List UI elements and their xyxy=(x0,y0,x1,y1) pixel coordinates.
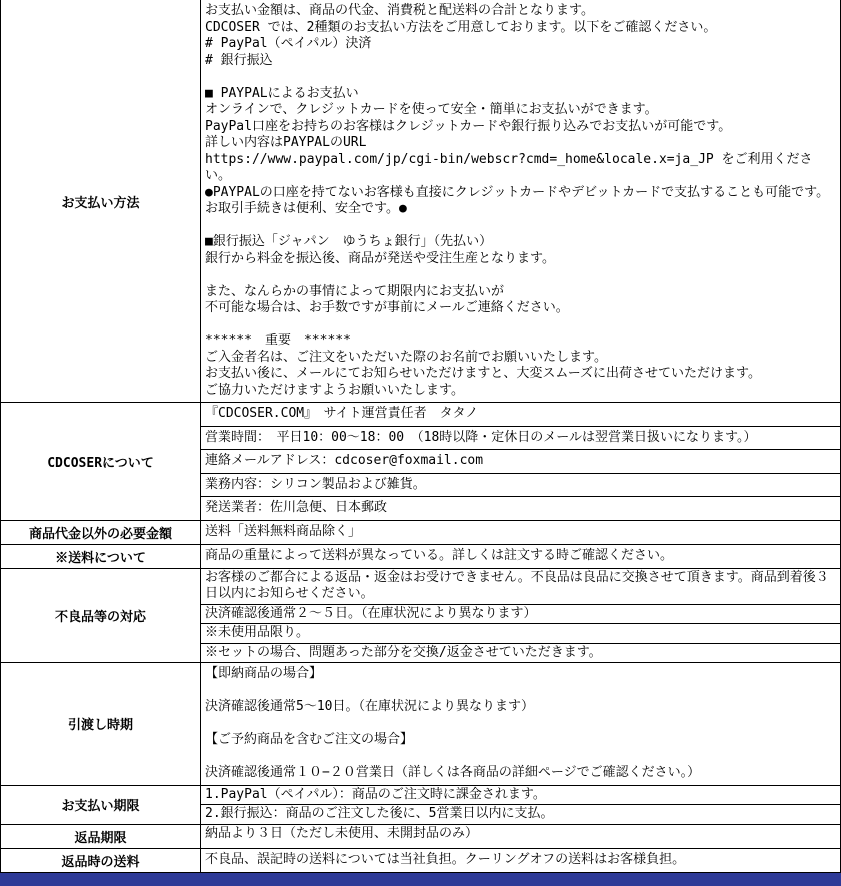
content-block xyxy=(201,403,840,426)
text-line: 決済確認後通常２〜５日。（在庫状況により異なります） xyxy=(205,605,537,621)
text-line: お客様のご都合による返品・返金はお受けできません。不良品は良品に交換させて頂きます。商品到着後３日以内にお知らせください。 xyxy=(205,569,829,601)
row-label: 引渡し時期 xyxy=(1,663,201,785)
table-row xyxy=(1,544,840,568)
content-block xyxy=(201,426,840,450)
text-line: 2.銀行振込：商品のご注文した後に、5営業日以内に支払。 xyxy=(205,806,554,821)
content-block xyxy=(201,521,840,544)
text-line: 1.PayPal（ペイパル）：商品のご注文時に課金されます。 xyxy=(205,786,546,802)
row-label: 不良品等の対応 xyxy=(1,569,201,663)
row-content xyxy=(201,663,840,785)
table-row xyxy=(1,785,840,824)
row-content xyxy=(201,569,840,663)
text-line: お支払い金額は、商品の代金、消費税と配送料の合計となります。 xyxy=(205,3,594,18)
text-line: ご協力いただけますようお願いいたします。 xyxy=(205,382,464,398)
row-content xyxy=(201,849,840,872)
content-block xyxy=(201,623,840,643)
text-line: また、なんらかの事情によって期限内にお支払いが xyxy=(205,283,505,299)
text-line: 納品より３日（ただし未使用、未開封品のみ） xyxy=(205,825,479,841)
content-block xyxy=(201,449,840,473)
table-row xyxy=(1,402,840,520)
text-line: 送料「送料無料商品除く」 xyxy=(205,523,362,539)
text-line: ●PAYPALの口座を持てないお客様も直接にクレジットカードやデビットカードで支払することも可能です。 xyxy=(205,184,830,200)
content-block xyxy=(201,545,840,568)
text-line: 商品の重量によって送料が異なっている。詳しくは註文する時ご確認ください。 xyxy=(205,547,674,563)
text-line: お取引手続きは便利、安全です。● xyxy=(205,201,407,216)
row-label: お支払い期限 xyxy=(1,786,201,824)
content-block xyxy=(201,804,840,824)
row-content xyxy=(201,825,840,848)
text-line: 詳しい内容はPAYPALのURL xyxy=(205,135,367,150)
text-line: https://www.paypal.com/jp/cgi-bin/webscr?cmd=_home&locale.x=ja_JP をご利用ください。 xyxy=(205,151,813,183)
table-row xyxy=(1,520,840,544)
row-label: ※送料について xyxy=(1,545,201,568)
text-line xyxy=(205,69,836,86)
text-line: ■銀行振込「ジャパン ゆうちょ銀行」（先払い） xyxy=(205,234,493,249)
text-line xyxy=(205,716,836,733)
text-line: 決済確認後通常１０−２０営業日（詳しくは各商品の詳細ページでご確認ください。） xyxy=(205,765,701,780)
table-row xyxy=(1,0,840,402)
row-content xyxy=(201,521,840,544)
text-line: ※未使用品限り。 xyxy=(205,625,310,640)
row-content xyxy=(201,786,840,824)
content-block xyxy=(201,786,840,805)
table-row xyxy=(1,824,840,848)
text-line: 『CDCOSER.COM』 サイト運営責任者 タタノ xyxy=(205,406,479,421)
text-line: # 銀行振込 xyxy=(205,52,273,68)
content-block xyxy=(201,643,840,663)
text-line: 【ご予約商品を含むご注文の場合】 xyxy=(205,732,414,747)
row-label: 商品代金以外の必要金額 xyxy=(1,521,201,544)
footer-bar xyxy=(0,873,841,886)
content-block xyxy=(201,473,840,497)
row-content xyxy=(201,545,840,568)
content-block xyxy=(201,0,840,402)
text-line: ****** 重要 ****** xyxy=(205,333,351,348)
text-line: # PayPal（ペイパル）決済 xyxy=(205,36,372,51)
text-line: CDCOSER では、2種類のお支払い方法をご用意しております。以下をご確認ください。 xyxy=(205,19,717,35)
text-line xyxy=(205,317,836,334)
row-label: 返品時の送料 xyxy=(1,849,201,872)
content-block xyxy=(201,604,840,624)
table-row xyxy=(1,662,840,785)
content-block xyxy=(201,496,840,520)
text-line: 不可能な場合は、お手数ですが事前にメールご連絡ください。 xyxy=(205,300,569,315)
row-content xyxy=(201,403,840,520)
content-block xyxy=(201,663,840,785)
text-line: 決済確認後通常5〜10日。（在庫状況により異なります） xyxy=(205,699,534,714)
text-line xyxy=(205,218,836,235)
text-line: 業務内容：シリコン製品および雑貨。 xyxy=(205,476,426,492)
text-line xyxy=(205,683,836,700)
text-line xyxy=(205,267,836,284)
row-label: CDCOSERについて xyxy=(1,403,201,520)
text-line: 銀行から料金を振込後、商品が発送や受注生産となります。 xyxy=(205,250,555,266)
text-line: ※セットの場合、問題あった部分を交換/返金させていただきます。 xyxy=(205,644,602,660)
text-line: お支払い後に、メールにてお知らせいただけますと、大変スムーズに出荷させていただけます。 xyxy=(205,366,762,381)
text-line: 【即納商品の場合】 xyxy=(205,666,323,681)
text-line: 発送業者：佐川急便、日本郵政 xyxy=(205,500,388,515)
text-line: オンラインで、クレジットカードを使って安全・簡単にお支払いができます。 xyxy=(205,102,658,117)
row-content xyxy=(201,0,840,402)
text-line: PayPal口座をお持ちのお客様はクレジットカードや銀行振り込みでお支払いが可能です。 xyxy=(205,118,732,134)
row-label: お支払い方法 xyxy=(1,0,201,402)
text-line: 営業時間： 平日10：00〜18：00 （18時以降・定休日のメールは翌営業日扱いになります。） xyxy=(205,429,757,445)
text-line: ご入金者名は、ご注文をいただいた際のお名前でお願いいたします。 xyxy=(205,349,607,365)
content-block xyxy=(201,825,840,844)
row-label: 返品期限 xyxy=(1,825,201,848)
text-line: 不良品、誤記時の送料については当社負担。クーリングオフの送料はお客様負担。 xyxy=(205,851,686,867)
content-block xyxy=(201,569,840,604)
text-line: 連絡メールアドレス：cdcoser@foxmail.com xyxy=(205,453,484,468)
table-row xyxy=(1,568,840,663)
text-line xyxy=(205,749,836,766)
text-line: ■ PAYPALによるお支払い xyxy=(205,85,359,101)
